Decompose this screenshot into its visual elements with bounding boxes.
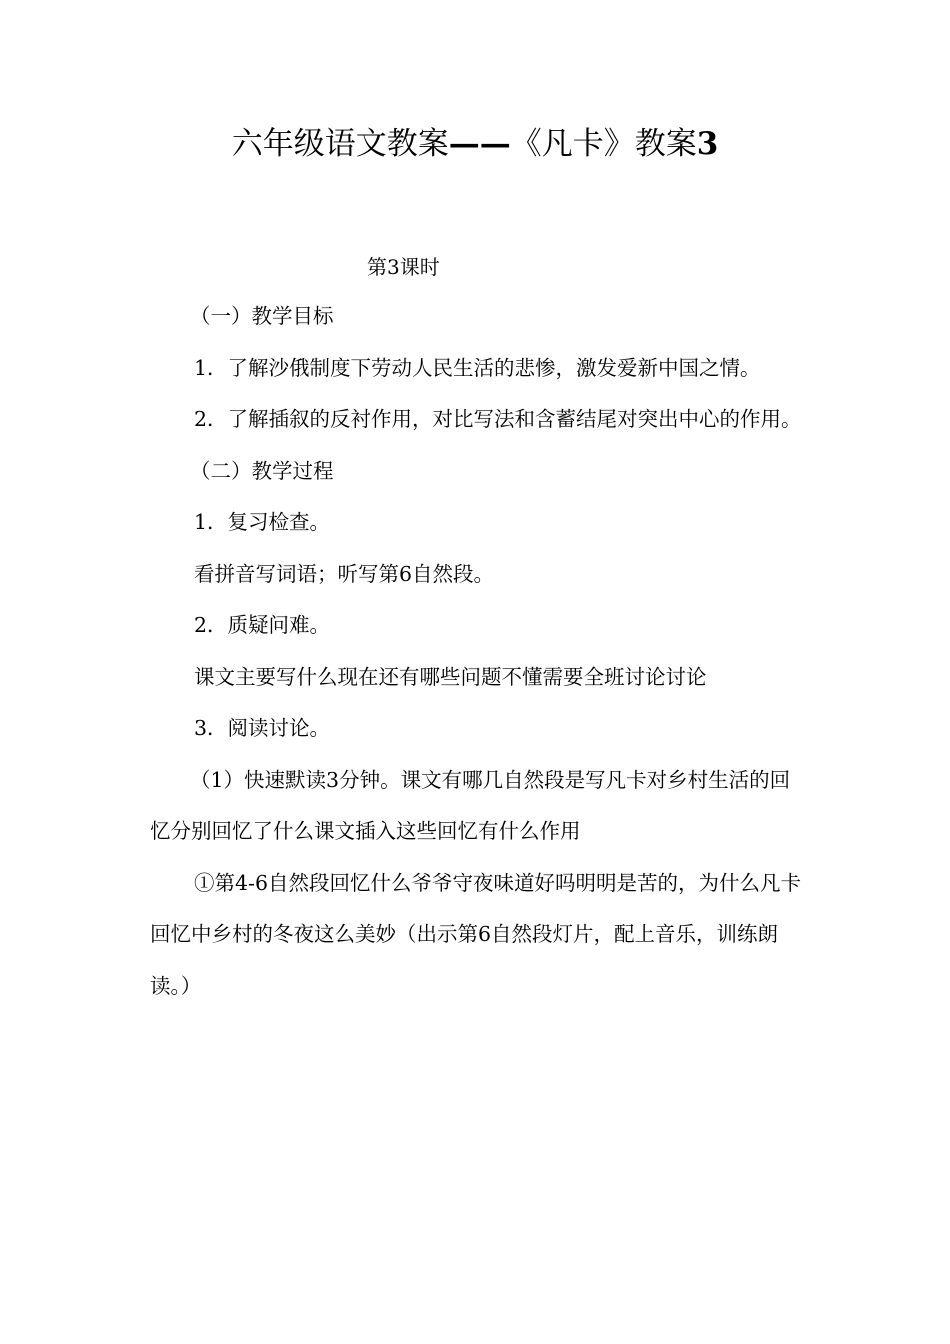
title-main: 六年级语文教案 — [231, 126, 449, 162]
paragraph: 课文主要写什么现在还有哪些问题不懂需要全班讨论讨论 — [194, 664, 707, 689]
paragraph: 2．了解插叙的反衬作用，对比写法和含蓄结尾对突出中心的作用。 — [194, 407, 802, 431]
title-book: 《凡卡》教案 — [510, 126, 697, 162]
section-heading-process: （二）教学过程 — [190, 458, 334, 483]
lesson-heading: 第3课时 — [367, 255, 440, 279]
paragraph: 1．了解沙俄制度下劳动人民生活的悲惨，激发爱新中国之情。 — [194, 355, 761, 380]
title-number: 3 — [696, 126, 719, 162]
paragraph: ①第4-6自然段回忆什么爷爷守夜味道好吗明明是苦的，为什么凡卡回忆中乡村的冬夜这么美妙（出示第6自然段灯片，配上音乐，训练朗读。） — [150, 870, 802, 998]
title-dash: —— — [448, 126, 511, 162]
paragraph: 2．质疑问难。 — [194, 613, 331, 637]
paragraph: （1）快速默读3分钟。课文有哪几自然段是写凡卡对乡村生活的回忆分别回忆了什么课文插入这些回忆有什么作用 — [150, 767, 791, 843]
document-title — [0, 122, 950, 166]
section-heading-goals: （一）教学目标 — [190, 304, 334, 328]
paragraph: 1．复习检查。 — [194, 510, 331, 534]
paragraph: 看拼音写词语；听写第6自然段。 — [194, 561, 495, 586]
paragraph: 3．阅读讨论。 — [194, 716, 331, 740]
document-body — [150, 291, 810, 1012]
